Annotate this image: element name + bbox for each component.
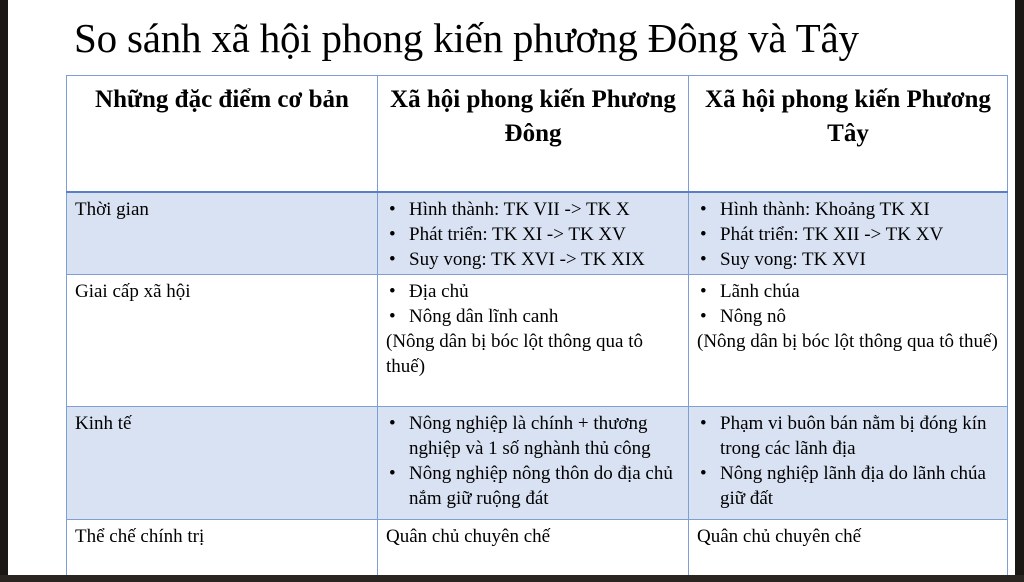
list-item: • Phạm vi buôn bán nằm bị đóng kín trong các lãnh địa <box>697 411 999 461</box>
row-time-label: Thời gian <box>67 192 378 275</box>
list-item: • Suy vong: TK XVI -> TK XIX <box>386 247 680 272</box>
list-item: • Địa chủ <box>386 279 680 304</box>
list-item: • Hình thành: Khoảng TK XI <box>697 197 999 222</box>
list-item: • Nông nghiệp lãnh địa do lãnh chúa giữ đất <box>697 461 999 511</box>
bullet-list <box>386 197 680 272</box>
row-politics-east: Quân chủ chuyên chế <box>378 520 689 576</box>
list-item: • Hình thành: TK VII -> TK X <box>386 197 680 222</box>
header-west: Xã hội phong kiến Phương Tây <box>689 76 1008 192</box>
row-class-west <box>689 275 1008 407</box>
row-politics-label: Thể chế chính trị <box>67 520 378 576</box>
row-economy-east <box>378 407 689 520</box>
header-row <box>67 76 1008 192</box>
row-class-west-note: (Nông dân bị bóc lột thông qua tô thuế) <box>697 331 998 352</box>
list-item: • Nông nghiệp là chính + thương nghiệp và 1 số nghành thủ công <box>386 411 680 461</box>
bullet-list <box>386 411 680 511</box>
row-economy <box>67 407 1008 520</box>
row-class-east <box>378 275 689 407</box>
list-item: • Nông nô <box>697 304 999 329</box>
row-economy-west <box>689 407 1008 520</box>
list-item: • Lãnh chúa <box>697 279 999 304</box>
slide-title: So sánh xã hội phong kiến phương Đông và Tây <box>74 15 859 61</box>
comparison-table <box>66 75 1008 575</box>
bullet-list <box>697 197 999 272</box>
list-item: • Phát triển: TK XI -> TK XV <box>386 222 680 247</box>
row-time <box>67 192 1008 275</box>
row-time-west <box>689 192 1008 275</box>
slide <box>8 0 1015 575</box>
bullet-list <box>697 411 999 511</box>
bottom-strip <box>0 575 1024 582</box>
list-item: • Phát triển: TK XII -> TK XV <box>697 222 999 247</box>
bullet-list <box>386 279 680 329</box>
header-characteristics: Những đặc điểm cơ bản <box>67 76 378 192</box>
header-east: Xã hội phong kiến Phương Đông <box>378 76 689 192</box>
row-time-east <box>378 192 689 275</box>
list-item: • Suy vong: TK XVI <box>697 247 999 272</box>
bullet-list <box>697 279 999 329</box>
row-politics <box>67 520 1008 576</box>
row-class-label: Giai cấp xã hội <box>67 275 378 407</box>
row-politics-west: Quân chủ chuyên chế <box>689 520 1008 576</box>
list-item: • Nông nghiệp nông thôn do địa chủ nắm giữ ruộng đát <box>386 461 680 511</box>
row-class-east-note: (Nông dân bị bóc lột thông qua tô thuế) <box>386 331 643 377</box>
list-item: • Nông dân lĩnh canh <box>386 304 680 329</box>
row-economy-label: Kinh tế <box>67 407 378 520</box>
row-class <box>67 275 1008 407</box>
